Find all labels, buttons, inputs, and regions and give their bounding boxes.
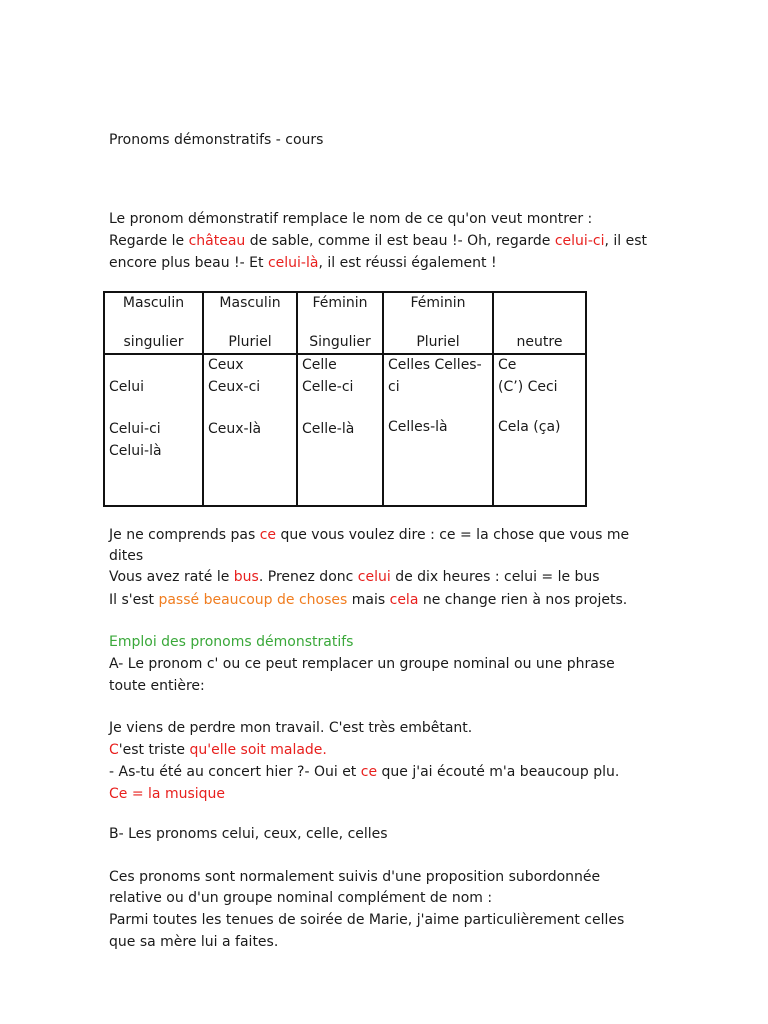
highlight-quelle-soit-malade: qu'elle soit malade (189, 742, 323, 758)
intro-text: Regarde le (109, 233, 189, 249)
intro-text: , il est réussi également ! (318, 255, 497, 271)
section-b-heading: B- Les pronoms celui, ceux, celle, celles (109, 826, 388, 842)
section-b-line-1: Ces pronoms sont normalement suivis d'une proposition subordonnée (109, 869, 601, 885)
intro-line-2 (109, 231, 647, 251)
cell-neutre: Ce (C’) Ceci Cela (ça) (493, 354, 586, 506)
cell-feminin-singulier: Celle Celle-ci Celle-là (297, 354, 383, 506)
highlight-passe-beaucoup: passé beaucoup de choses (158, 592, 348, 608)
document-title: Pronoms démonstratifs - cours (109, 132, 324, 148)
intro-line-1: Le pronom démonstratif remplace le nom de ce qu'on veut montrer : (109, 211, 593, 227)
section-example-1: Je viens de perdre mon travail. C'est très embêtant. (109, 720, 473, 736)
section-heading: Emploi des pronoms démonstratifs (109, 634, 354, 650)
example-line-4: Il s'est passé beaucoup de choses mais cela ne change rien à nos projets. (109, 592, 628, 608)
highlight-cela: cela (389, 592, 419, 608)
intro-text: , il est (604, 233, 647, 249)
section-b-line-3: Parmi toutes les tenues de soirée de Marie, j'aime particulièrement celles (109, 912, 625, 928)
highlight-celui-la: celui-là (267, 255, 319, 271)
section-a-line-1: A- Le pronom c' ou ce peut remplacer un groupe nominal ou une phrase (109, 656, 615, 672)
cell-masculin-pluriel: Ceux Ceux-ci Ceux-là (203, 354, 297, 506)
section-example-4: Ce = la musique (109, 786, 226, 802)
highlight-celui: celui (357, 569, 391, 585)
cell-feminin-pluriel: Celles Celles- ci Celles-là (383, 354, 493, 506)
highlight-ce: ce (259, 527, 277, 543)
example-line-1: Je ne comprends pas ce que vous voulez dire : ce = la chose que vous me (109, 527, 630, 543)
section-example-2: C'est triste qu'elle soit malade. (109, 742, 327, 758)
section-b-line-2: relative ou d'un groupe nominal complément de nom : (109, 890, 493, 906)
highlight-ce: ce (360, 764, 378, 780)
section-a-line-2: toute entière: (109, 678, 205, 694)
pronoun-table (103, 291, 587, 507)
table-header-row (104, 292, 586, 354)
header-masculin-singulier: Masculin singulier (104, 292, 203, 354)
highlight-chateau: château (188, 233, 246, 249)
intro-line-3 (109, 253, 497, 273)
highlight-bus: bus (233, 569, 259, 585)
header-feminin-pluriel: Féminin Pluriel (383, 292, 493, 354)
intro-text: encore plus beau !- Et (109, 255, 268, 271)
intro-text: de sable, comme il est beau !- Oh, regarde (245, 233, 555, 249)
header-feminin-singulier: Féminin Singulier (297, 292, 383, 354)
section-example-3: - As-tu été au concert hier ?- Oui et ce que j'ai écouté m'a beaucoup plu. (109, 764, 620, 780)
header-neutre: neutre (493, 292, 586, 354)
highlight-celui-ci: celui-ci (554, 233, 605, 249)
example-line-3: Vous avez raté le bus. Prenez donc celui de dix heures : celui = le bus (109, 569, 600, 585)
section-b-line-4: que sa mère lui a faites. (109, 934, 279, 950)
cell-masculin-singulier: Celui Celui-ci Celui-là (104, 354, 203, 506)
header-masculin-pluriel: Masculin Pluriel (203, 292, 297, 354)
example-line-2: dites (109, 548, 144, 564)
table-row (104, 354, 586, 506)
